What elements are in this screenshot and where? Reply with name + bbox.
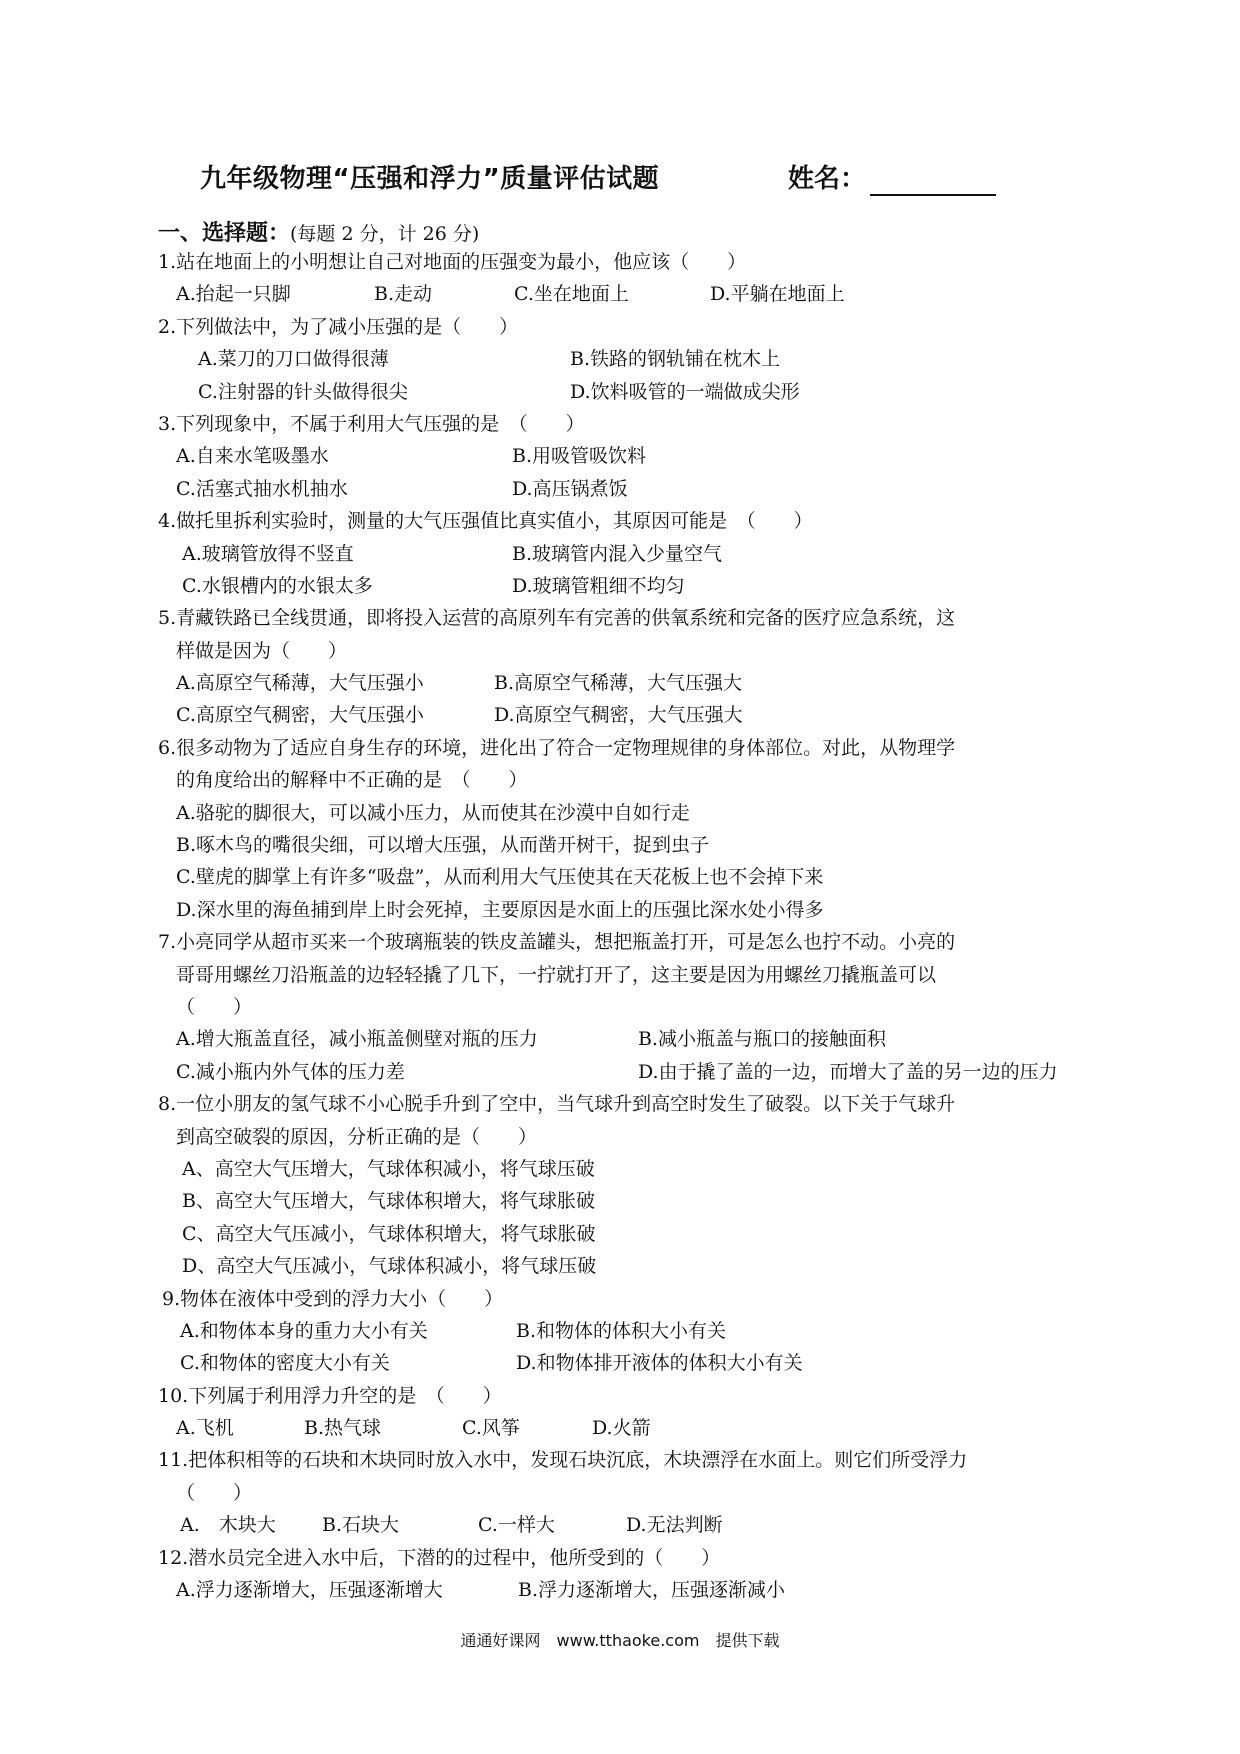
question-stem: 8.一位小朋友的氢气球不小心脱手升到了空中，当气球升到高空时发生了破裂。以下关于气球升 xyxy=(158,1093,956,1116)
answer-option: C.风筝 xyxy=(462,1417,520,1440)
answer-option: B.浮力逐渐增大，压强逐渐减小 xyxy=(518,1579,786,1602)
question-stem: 10.下列属于利用浮力升空的是 （ ） xyxy=(158,1384,502,1407)
answer-option: C.减小瓶内外气体的压力差 xyxy=(176,1060,405,1083)
name-label: 姓名： xyxy=(788,164,867,194)
answer-option: A.菜刀的刀口做得很薄 xyxy=(198,348,389,371)
answer-option: A、高空大气压增大，气球体积减小，将气球压破 xyxy=(182,1157,595,1180)
answer-option: C.一样大 xyxy=(478,1514,555,1537)
answer-option: C.高原空气稠密，大气压强小 xyxy=(176,704,424,727)
option-row xyxy=(158,667,1088,699)
option-row xyxy=(158,1153,1088,1185)
section-title: 一、选择题： xyxy=(158,221,291,246)
exam-title: 九年级物理“压强和浮力”质量评估试题 xyxy=(200,164,660,194)
option-row xyxy=(158,376,1088,408)
answer-option: B.啄木鸟的嘴很尖细，可以增大压强，从而凿开树干，捉到虫子 xyxy=(176,834,710,857)
answer-option: A.骆驼的脚很大，可以减小压力，从而使其在沙漠中自如行走 xyxy=(176,801,690,824)
footer-source: 通通好课网 www.tthaoke.com 提供下载 xyxy=(460,1631,780,1650)
question-stem-continued: 到高空破裂的原因，分析正确的是（ ） xyxy=(176,1125,538,1148)
option-row xyxy=(158,1412,1088,1444)
option-row xyxy=(158,1218,1088,1250)
question-stem-continued: （ ） xyxy=(176,1481,253,1504)
answer-option: C.活塞式抽水机抽水 xyxy=(176,477,348,500)
question-stem-continued: （ ） xyxy=(176,995,253,1018)
option-row xyxy=(158,699,1088,731)
question-stem-continued: 的角度给出的解释中不正确的是 （ ） xyxy=(176,769,528,792)
question-stem: 7.小亮同学从超市买来一个玻璃瓶装的铁皮盖罐头，想把瓶盖打开，可是怎么也拧不动。小亮的 xyxy=(158,931,956,954)
option-row xyxy=(158,1509,1088,1541)
answer-option: B.石块大 xyxy=(322,1514,400,1537)
answer-option: C.注射器的针头做得很尖 xyxy=(198,380,408,403)
answer-option: B.热气球 xyxy=(304,1417,382,1440)
answer-option: D.无法判断 xyxy=(626,1514,723,1537)
answer-option: D、高空大气压减小，气球体积减小，将气球压破 xyxy=(182,1255,597,1278)
question-stem: 12.潜水员完全进入水中后，下潜的的过程中，他所受到的（ ） xyxy=(158,1546,721,1569)
answer-option: A.飞机 xyxy=(176,1417,234,1440)
answer-option: C.水银槽内的水银太多 xyxy=(182,574,373,597)
answer-option: B.玻璃管内混入少量空气 xyxy=(512,542,723,565)
answer-option: A.抬起一只脚 xyxy=(176,283,291,306)
answer-option: D.饮料吸管的一端做成尖形 xyxy=(570,380,800,403)
answer-option: B、高空大气压增大，气球体积增大，将气球胀破 xyxy=(182,1190,595,1213)
question-list xyxy=(158,246,1088,1606)
question-stem: 3.下列现象中，不属于利用大气压强的是 （ ） xyxy=(158,412,585,435)
answer-option: C.和物体的密度大小有关 xyxy=(180,1352,390,1375)
option-row xyxy=(158,440,1088,472)
option-row xyxy=(158,473,1088,505)
answer-option: D.高压锅煮饭 xyxy=(512,477,628,500)
answer-option: C.坐在地面上 xyxy=(514,283,629,306)
answer-option: D.火箭 xyxy=(592,1417,651,1440)
question-stem: 6.很多动物为了适应自身生存的环境，进化出了符合一定物理规律的身体部位。对此，从物理学 xyxy=(158,736,956,759)
question-stem-continued: 哥哥用螺丝刀沿瓶盖的边轻轻撬了几下，一拧就打开了，这主要是因为用螺丝刀撬瓶盖可以 xyxy=(176,963,937,986)
answer-option: A.高原空气稀薄，大气压强小 xyxy=(176,672,424,695)
answer-option: D.高原空气稠密，大气压强大 xyxy=(494,704,743,727)
option-row xyxy=(158,1250,1088,1282)
question-stem: 11.把体积相等的石块和木块同时放入水中，发现石块沉底，木块漂浮在水面上。则它们所受浮力 xyxy=(158,1449,968,1472)
exam-header xyxy=(200,158,1020,202)
question-stem: 4.做托里拆利实验时，测量的大气压强值比真实值小，其原因可能是 （ ） xyxy=(158,510,813,533)
option-row xyxy=(158,278,1088,310)
option-row xyxy=(158,829,1088,861)
option-row xyxy=(158,1347,1088,1379)
question-stem: 2.下列做法中，为了减小压强的是（ ） xyxy=(158,315,519,338)
section-score-note: (每题 2 分，计 26 分) xyxy=(290,223,480,245)
answer-option: C.壁虎的脚掌上有许多“吸盘”，从而利用大气压使其在天花板上也不会掉下来 xyxy=(176,866,824,889)
option-row xyxy=(158,1185,1088,1217)
name-blank-line xyxy=(870,194,996,196)
answer-option: B.和物体的体积大小有关 xyxy=(516,1319,727,1342)
answer-option: A.浮力逐渐增大，压强逐渐增大 xyxy=(176,1579,443,1602)
section-heading xyxy=(158,216,479,247)
option-row xyxy=(158,1023,1088,1055)
option-row xyxy=(158,1315,1088,1347)
option-row xyxy=(158,894,1088,926)
answer-option: C、高空大气压减小，气球体积增大，将气球胀破 xyxy=(182,1222,596,1245)
answer-option: D.平躺在地面上 xyxy=(710,283,845,306)
answer-option: A.自来水笔吸墨水 xyxy=(176,445,329,468)
answer-option: A. 木块大 xyxy=(180,1514,276,1537)
answer-option: D.深水里的海鱼捕到岸上时会死掉，主要原因是水面上的压强比深水处小得多 xyxy=(176,898,824,921)
option-row xyxy=(158,797,1088,829)
answer-option: A.增大瓶盖直径，减小瓶盖侧壁对瓶的压力 xyxy=(176,1028,538,1051)
answer-option: B.高原空气稀薄，大气压强大 xyxy=(494,672,743,695)
question-stem: 5.青藏铁路已全线贯通，即将投入运营的高原列车有完善的供氧系统和完备的医疗应急系统，这 xyxy=(158,607,956,630)
option-row xyxy=(158,1574,1088,1606)
option-row xyxy=(158,1056,1088,1088)
answer-option: B.用吸管吸饮料 xyxy=(512,445,647,468)
answer-option: A.玻璃管放得不竖直 xyxy=(182,542,354,565)
option-row xyxy=(158,343,1088,375)
answer-option: D.和物体排开液体的体积大小有关 xyxy=(516,1352,803,1375)
answer-option: A.和物体本身的重力大小有关 xyxy=(180,1319,428,1342)
option-row xyxy=(158,861,1088,893)
answer-option: D.由于撬了盖的一边，而增大了盖的另一边的压力 xyxy=(638,1060,1058,1083)
question-stem-continued: 样做是因为（ ） xyxy=(176,639,348,662)
question-stem: 9.物体在液体中受到的浮力大小（ ） xyxy=(162,1287,504,1310)
option-row xyxy=(158,570,1088,602)
answer-option: B.走动 xyxy=(374,283,433,306)
answer-option: B.减小瓶盖与瓶口的接触面积 xyxy=(638,1028,887,1051)
answer-option: D.玻璃管粗细不均匀 xyxy=(512,574,685,597)
question-stem: 1.站在地面上的小明想让自己对地面的压强变为最小，他应该（ ） xyxy=(158,251,747,273)
answer-option: B.铁路的钢轨铺在枕木上 xyxy=(570,348,781,371)
option-row xyxy=(158,538,1088,570)
